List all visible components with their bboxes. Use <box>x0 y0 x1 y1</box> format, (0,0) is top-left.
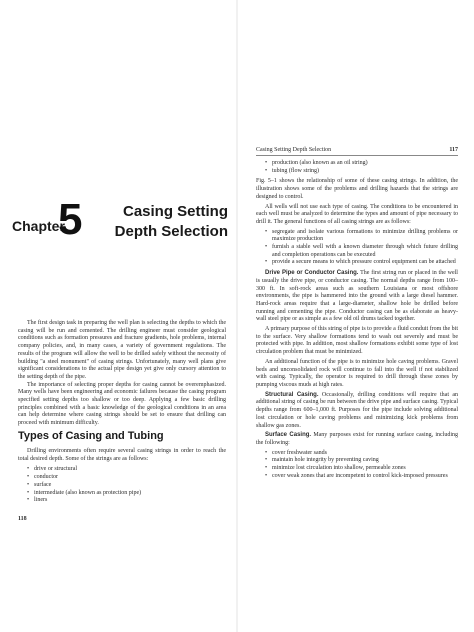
paragraph-additional-function: An additional function of the pipe is to minimize hole caving problems. Gravel beds and unconsolidated rock will continue to fall into the well if not stabilized with casing. Typically, the operator is required to drill through these zones by pumping viscous muds at high rates. <box>256 358 458 388</box>
chapter-intro <box>18 320 226 428</box>
paragraph-text: The first string run or placed in the well is usually the drive pipe, or conductor casing. The normal depths range from 100–300 ft. In soft-rock areas such as southern Louisiana or most offshore environments, the pipe is hammered into the ground with a large diesel hammer. Hard-rock areas require that a large-diameter, shallow hole be drilled before running and cementing the pipe. Conductor casing can be as elaborate as heavy-wall steel pipe or as simple as a few old oil drums tacked together. <box>256 270 458 323</box>
list-item: • cover weak zones that are incompetent to control kick-imposed pressures <box>265 473 458 481</box>
list-item: • minimize lost circulation into shallow, permeable zones <box>265 465 458 473</box>
list-item: • liners <box>27 497 226 505</box>
section-heading: Types of Casing and Tubing <box>18 430 164 442</box>
list-item: • cover freshwater sands <box>265 450 458 458</box>
page-number-left: 118 <box>18 516 27 522</box>
list-item: • surface <box>27 482 226 490</box>
list-item: • tubing (flow string) <box>265 168 458 176</box>
continued-list <box>256 160 458 175</box>
right-body <box>256 160 458 483</box>
paragraph-all-wells: All wells will not use each type of casing. The conditions to be encountered in each well must be analyzed to determine the types and amount of pipe necessary to drill it. The general functions of all casing strings are as follows: <box>256 203 458 225</box>
chapter-title <box>108 202 228 242</box>
casing-types-list <box>18 466 226 505</box>
list-item: • maintain hole integrity by preventing caving <box>265 457 458 465</box>
run-in-heading: Structural Casing. <box>265 391 319 398</box>
right-page <box>238 0 474 632</box>
paragraph-text: Many purposes exist for running surface casing, including the following: <box>256 432 459 446</box>
paragraph-surface <box>256 432 458 447</box>
paragraph-fig: Fig. 5–1 shows the relationship of some of these casing strings. In addition, the illustration shows some of the problems and drilling hazards that the strings are designed to control. <box>256 178 458 200</box>
run-in-heading: Surface Casing. <box>265 432 312 439</box>
list-item: • drive or structural <box>27 466 226 474</box>
paragraph-drive-pipe <box>256 270 458 324</box>
list-item: • segregate and isolate various formations to minimize drilling problems or maximize production <box>265 229 458 244</box>
paragraph-structural <box>256 392 458 431</box>
section-body <box>18 448 226 505</box>
chapter-title-line-2: Depth Selection <box>114 223 228 240</box>
running-head <box>256 147 458 156</box>
section-intro: Drilling environments often require several casing strings in order to reach the total desired depth. Some of the strings are as follows: <box>18 448 226 462</box>
chapter-number: 5 <box>58 195 83 244</box>
intro-paragraph: The first design task in preparing the well plan is selecting the depths to which the casing will be run and cemented. The drilling engineer must consider geological conditions such as formation pressures and fracture gradients, hole problems, internal company policies, and, in many cases, a variety of government regulations. The results of the program will allow the well to be drilled safely without the necessity of building "a steel monument" of casing strings. Unfortunately, many well plans give significant considerations to the actual pipe design yet give only cursory attention to the setting depth of the pipe. <box>18 320 226 380</box>
list-item: • intermediate (also known as protection pipe) <box>27 490 226 498</box>
chapter-label: Chapter <box>12 218 65 234</box>
list-item: • furnish a stable well with a known diameter through which future drilling and completion operations can be executed <box>265 244 458 259</box>
list-item: • conductor <box>27 474 226 482</box>
run-in-heading: Drive Pipe or Conductor Casing. <box>265 270 359 277</box>
paragraph-text: Occasionally, drilling conditions will require that an additional string of casing be run between the drive pipe and surface casing. Typical depths range from 600–1,000 ft. Purposes for the pipe include solving additional lost circulation or hole caving problems and minimizing kick problems from shallow gas zones. <box>256 391 458 429</box>
running-title: Casing Setting Depth Selection <box>256 147 332 153</box>
functions-list <box>256 229 458 268</box>
surface-purposes-list <box>256 450 458 481</box>
chapter-title-line-1: Casing Setting <box>122 203 228 220</box>
list-item: • provide a secure means to which pressure control equipment can be attached <box>265 259 458 267</box>
paragraph-primary-purpose: A primary purpose of this string of pipe is to provide a fluid conduit from the bit to the surface. Very shallow formations tend to wash out severely and must be protected with pipe. In addition, most shallow formations exhibit some type of lost circulation problem that must be minimized. <box>256 326 458 356</box>
list-item: • production (also known as an oil string) <box>265 160 458 168</box>
intro-paragraph: The importance of selecting proper depths for casing cannot be overemphasized. Many wells have been engineering and economic failures because the casing program specified setting depths too shallow or too deep. Applying a few basic drilling principles combined with a basic knowledge of the geological conditions in an area can help determine where casing strings should be set to ensure that drilling can proceed with minimum difficulty. <box>18 381 226 427</box>
chapter-heading <box>10 190 232 260</box>
page-number-right: 117 <box>449 147 458 153</box>
